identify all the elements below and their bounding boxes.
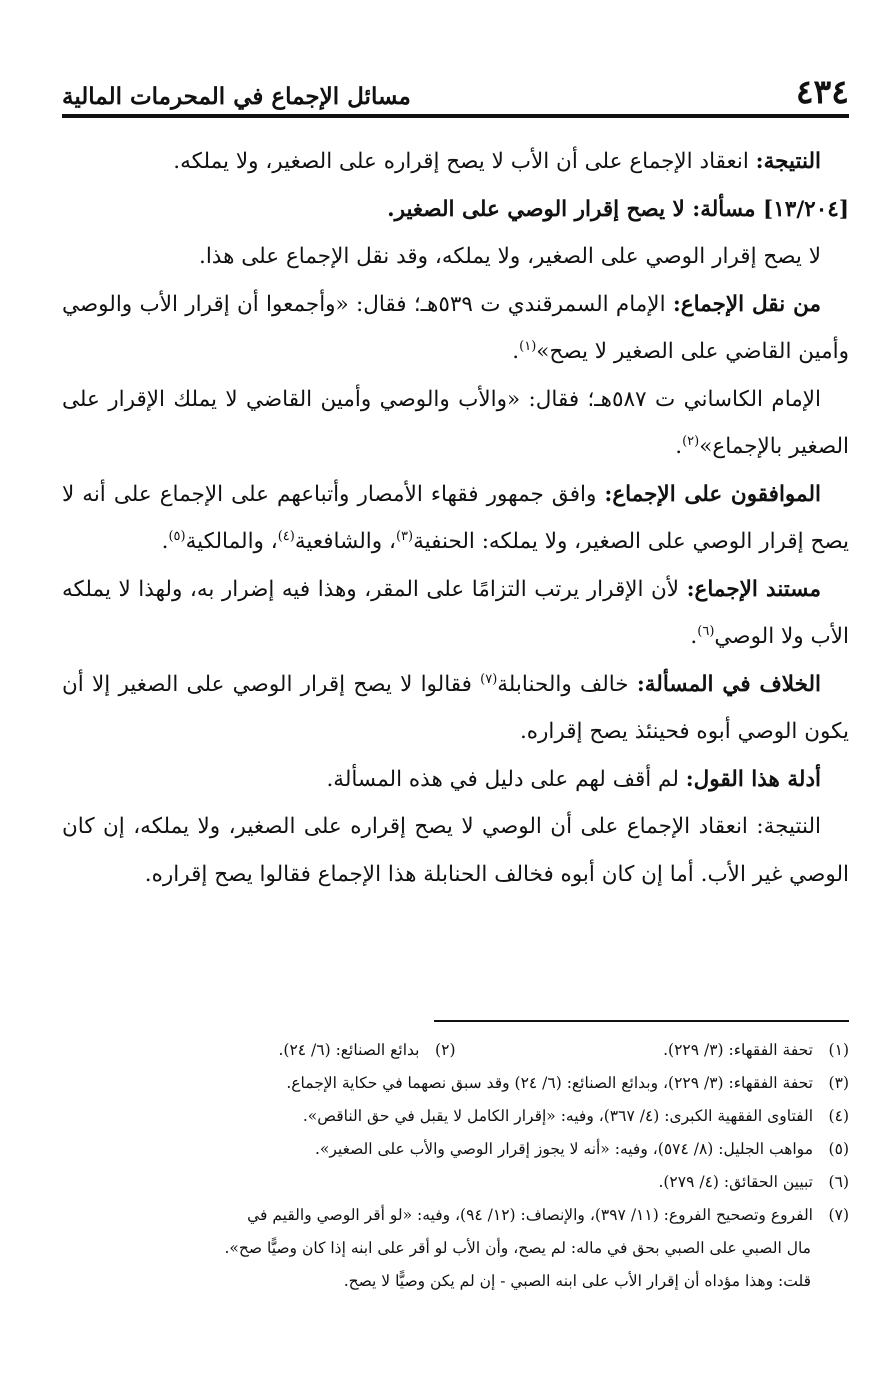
footnote-text: مواهب الجليل: (٨/ ٥٧٤)، وفيه: «أنه لا يجوز إقرار الوصي والأب على الصغير». xyxy=(314,1140,813,1158)
footnote-text: الفتاوى الفقهية الكبرى: (٤/ ٣٦٧)، وفيه: «إقرار الكامل لا يقبل في حق الناقص». xyxy=(302,1107,813,1125)
footnote-ref: (٢) xyxy=(682,433,700,449)
paragraph-tail: فقالوا لا يصح إقرار الوصي على الصغير إلا أن يكون الوصي أبوه فحينئذ يصح إقراره. xyxy=(62,671,849,744)
paragraph-tail: . xyxy=(161,529,169,554)
paragraph-text: انعقاد الإجماع على أن الوصي لا يصح إقراره على الصغير، ولا يملكه، إن كان الوصي غير الأب. أما إن كان أبوه فخالف الحنابلة هذا الإجماع فقالوا يصح إقراره. xyxy=(62,814,849,887)
paragraph-kasani xyxy=(62,376,849,471)
footnote-row xyxy=(62,1034,849,1067)
footnote-text: بدائع الصنائع: (٦/ ٢٤). xyxy=(278,1041,420,1059)
paragraph-text: لم أقف لهم على دليل في هذه المسألة. xyxy=(326,766,686,792)
issue-heading xyxy=(62,186,849,234)
footnote-1 xyxy=(456,1034,850,1067)
footnote-2 xyxy=(62,1034,456,1067)
footnote-number: (١) xyxy=(828,1041,849,1059)
paragraph-label: الموافقون على الإجماع: xyxy=(604,481,821,507)
paragraph-label: النتيجة: xyxy=(756,814,821,839)
paragraph-text: الإمام الكاساني ت ٥٨٧هـ؛ فقال: «والأب والوصي وأمين القاضي لا يملك الإقرار على الصغير بالإجماع» xyxy=(62,386,849,459)
paragraph-tail: ، والمالكية xyxy=(185,529,278,554)
footnote-text: تبيين الحقائق: (٤/ ٢٧٩). xyxy=(658,1173,813,1191)
paragraph-text: خالف والحنابلة xyxy=(497,671,637,697)
paragraph-text: لأن الإقرار يرتب التزامًا على المقر، وهذا فيه إضرار به، ولهذا لا يملكه الأب ولا الوصي xyxy=(62,576,849,649)
footnote-6 xyxy=(62,1166,849,1199)
footnote-divider xyxy=(434,1020,849,1022)
running-title: مسائل الإجماع في المحرمات المالية xyxy=(62,83,411,110)
paragraph-disagreement xyxy=(62,661,849,756)
paragraph-tail: . xyxy=(512,339,520,364)
page-header xyxy=(62,62,849,118)
paragraph-label: مستند الإجماع: xyxy=(686,576,821,602)
paragraph-evidence xyxy=(62,756,849,804)
footnote-ref: (٧) xyxy=(480,671,498,687)
issue-title: [١٣/٢٠٤] مسألة: لا يصح إقرار الوصي على الصغير. xyxy=(387,196,849,222)
paragraph-tail: . xyxy=(675,434,683,459)
page-number: ٤٣٤ xyxy=(795,72,849,111)
footnote-number: (٦) xyxy=(828,1173,849,1191)
footnote-ref: (٤) xyxy=(277,528,295,544)
footnote-number: (٥) xyxy=(828,1140,849,1158)
footnote-4 xyxy=(62,1100,849,1133)
footnotes xyxy=(62,1020,849,1298)
paragraph-label: من نقل الإجماع: xyxy=(672,291,821,317)
footnote-ref: (٣) xyxy=(395,528,414,544)
footnote-ref: (٦) xyxy=(697,623,715,639)
paragraph-intro xyxy=(62,233,849,281)
paragraph-tail: . xyxy=(690,624,698,649)
footnote-ref: (١) xyxy=(519,338,537,354)
paragraph-agreeing xyxy=(62,471,849,566)
footnote-number: (٤) xyxy=(828,1107,849,1125)
footnote-number: (٢) xyxy=(435,1041,456,1059)
paragraph-text: الإمام السمرقندي ت ٥٣٩هـ؛ فقال: «وأجمعوا أن إقرار الأب والوصي وأمين القاضي على الصغير لا يصح» xyxy=(62,291,849,364)
paragraph-text: لا يصح إقرار الوصي على الصغير، ولا يملكه، وقد نقل الإجماع على هذا. xyxy=(199,244,821,269)
paragraph-tail: ، والشافعية xyxy=(294,529,396,554)
paragraph-text: وافق جمهور فقهاء الأمصار وأتباعهم على الإجماع على أنه لا يصح إقرار الوصي على الصغير، ولا يملكه: الحنفية xyxy=(62,481,849,554)
paragraph-text: انعقاد الإجماع على أن الأب لا يصح إقراره على الصغير، ولا يملكه. xyxy=(173,149,756,174)
paragraph-result-2 xyxy=(62,803,849,898)
paragraph-basis xyxy=(62,566,849,661)
main-text xyxy=(62,138,849,898)
footnote-text: تحفة الفقهاء: (٣/ ٢٢٩). xyxy=(663,1041,813,1059)
paragraph-transmitters xyxy=(62,281,849,376)
footnote-7 xyxy=(62,1199,849,1232)
footnote-7-continued: مال الصبي على الصبي بحق في ماله: لم يصح، وأن الأب لو أقر على ابنه إذا كان وصيًّا صح». xyxy=(224,1239,811,1257)
paragraph-label: الخلاف في المسألة: xyxy=(636,671,821,697)
footnote-number: (٧) xyxy=(828,1206,849,1224)
paragraph-result-1 xyxy=(62,138,849,186)
paragraph-label: النتيجة: xyxy=(755,149,821,174)
footnote-7-note: قلت: وهذا مؤداه أن إقرار الأب على ابنه الصبي - إن لم يكن وصيًّا لا يصح. xyxy=(343,1272,811,1290)
footnote-5 xyxy=(62,1133,849,1166)
footnote-ref: (٥) xyxy=(168,528,186,544)
footnote-number: (٣) xyxy=(828,1074,849,1092)
footnote-3 xyxy=(62,1067,849,1100)
footnote-text: الفروع وتصحيح الفروع: (١١/ ٣٩٧)، والإنصاف: (١٢/ ٩٤)، وفيه: «لو أقر الوصي والقيم في xyxy=(247,1206,813,1224)
footnote-text: تحفة الفقهاء: (٣/ ٢٢٩)، وبدائع الصنائع: (٦/ ٢٤) وقد سبق نصهما في حكاية الإجماع. xyxy=(286,1074,813,1092)
paragraph-label: أدلة هذا القول: xyxy=(685,766,821,792)
